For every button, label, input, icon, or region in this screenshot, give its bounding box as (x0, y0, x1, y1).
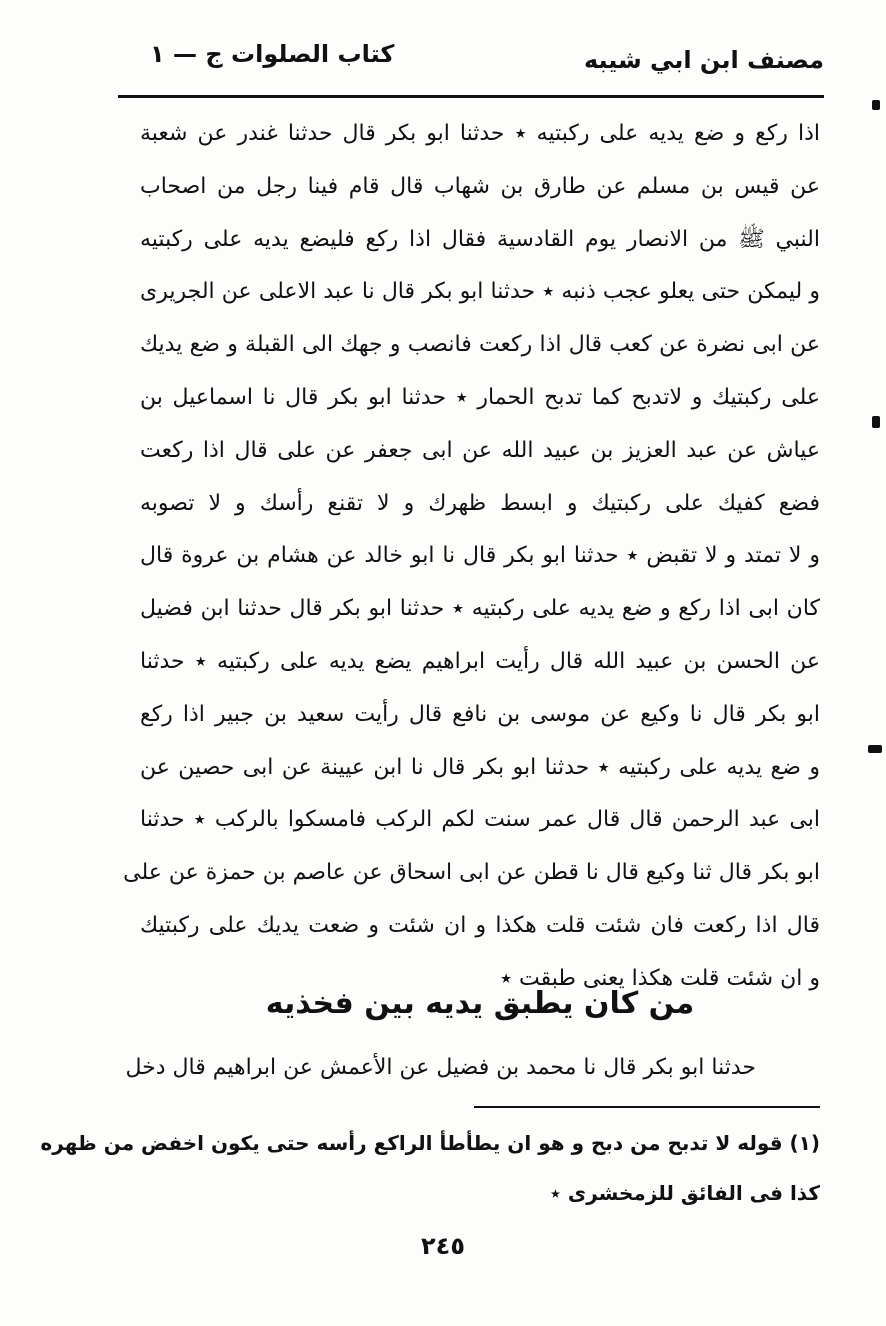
text-line: قال اذا ركعت فان شئت قلت هكذا و ان شئت و ضعت يديك على ركبتيك (140, 912, 820, 938)
margin-mark (872, 416, 880, 428)
text-line: كان ابى اذا ركع و ضع يديه على ركبتيه ٭ حدثنا ابو بكر قال حدثنا ابن فضيل (140, 596, 820, 622)
text-line: عن قيس بن مسلم عن طارق بن شهاب قال قام فينا رجل من اصحاب (140, 173, 820, 199)
footnote-rule (474, 1106, 820, 1108)
text-line: ابى عبد الرحمن قال قال عمر سنت لكم الركب فامسكوا بالركب ٭ حدثنا (140, 807, 820, 833)
text-line: ابو بكر قال ثنا وكيع قال نا قطن عن ابى اسحاق عن عاصم بن حمزة عن على (123, 860, 820, 886)
text-line: ابو بكر قال نا وكيع عن موسى بن نافع قال رأيت سعيد بن جبير اذا ركع (140, 701, 820, 727)
text-line: و لا تمتد و لا تقبض ٭ حدثنا ابو بكر قال نا ابو خالد عن هشام بن عروة قال (140, 543, 820, 569)
text-line: عن الحسن بن عبيد الله قال رأيت ابراهيم يضع يديه على ركبتيه ٭ حدثنا (140, 648, 820, 674)
text-line: و ليمكن حتى يعلو عجب ذنبه ٭ حدثنا ابو بكر قال نا عبد الاعلى عن الجريرى (140, 279, 820, 305)
text-line: على ركبتيك و لاتدبح كما تدبح الحمار ٭ حدثنا ابو بكر قال نا اسماعيل بن (140, 384, 820, 410)
main-text-block (123, 108, 820, 1006)
footnote-line: (١) قوله لا تدبح من دبح و هو ان يطأطأ الراكع رأسه حتى يكون اخفض من ظهره (40, 1131, 820, 1155)
text-line: اذا ركع و ضع يديه على ركبتيه ٭ حدثنا ابو بكر قال حدثنا غندر عن شعبة (140, 121, 820, 146)
footnote-line: كذا فى الفائق للزمخشرى ٭ (550, 1181, 820, 1205)
section-title: كتاب الصلوات ج — ١ (150, 40, 395, 68)
text-line: و ان شئت قلت هكذا يعنى طبقت ٭ (500, 965, 820, 991)
page-number: ٢٤٥ (421, 1232, 465, 1260)
running-header (120, 40, 824, 92)
book-title: مصنف ابن ابي شيبه (583, 46, 824, 74)
text-line: عن ابى نضرة عن كعب قال اذا ركعت فانصب و جهك الى القبلة و ضع يديك (140, 332, 820, 358)
text-line: عياش عن عبد العزيز بن عبيد الله عن ابى جعفر عن على قال اذا ركعت (140, 437, 820, 463)
chapter-first-line: حدثنا ابو بكر قال نا محمد بن فضيل عن الأعمش عن ابراهيم قال دخل (125, 1055, 756, 1080)
text-line: فضع كفيك على ركبتيك و ابسط ظهرك و لا تقنع رأسك و لا تصوبه (140, 490, 820, 516)
text-line: النبي ﷺ من الانصار يوم القادسية فقال اذا ركع فليضع يديه على ركبتيه (140, 226, 820, 252)
header-rule (118, 95, 824, 98)
margin-mark (868, 745, 882, 753)
footnotes (40, 1118, 820, 1218)
chapter-heading: من كان يطبق يديه بين فخذيه (265, 986, 695, 1021)
margin-mark (872, 100, 880, 110)
text-line: و ضع يديه على ركبتيه ٭ حدثنا ابو بكر قال نا ابن عيينة عن ابى حصين عن (140, 754, 820, 780)
